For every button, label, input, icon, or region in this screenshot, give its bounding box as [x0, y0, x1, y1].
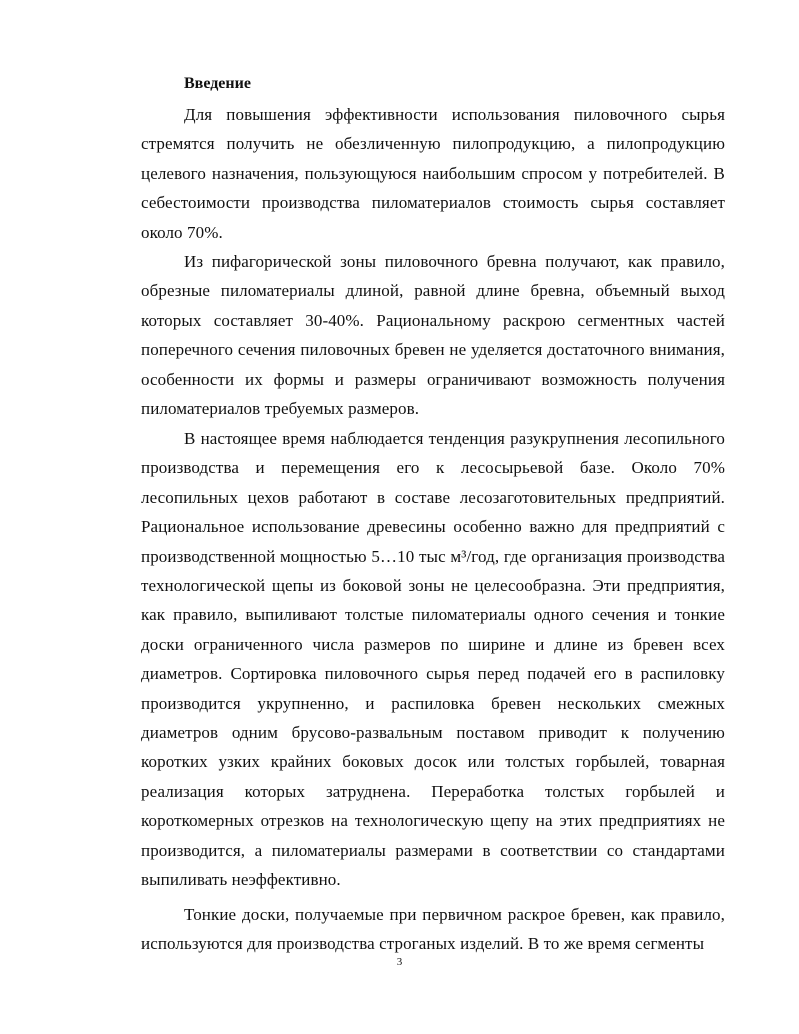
page-number: 3 [396, 956, 403, 968]
paragraph-2: Из пифагорической зоны пиловочного бревна получают, как правило, обрезные пиломатериалы длиной, равной длине бревна, объемный выход которых составляет 30-40%. Рациональному раскрою сегментных частей поперечного сечения пиловочных бревен не уделяется достаточного внимания, особенности их формы и размеры ограничивают возможность получения пиломатериалов требуемых размеров. [141, 252, 725, 419]
paragraph-4: Тонкие доски, получаемые при первичном раскрое бревен, как правило, используются для производства строганых изделий. В то же время сегменты [141, 905, 725, 954]
section-heading: Введение [184, 75, 251, 92]
paragraph-3: В настоящее время наблюдается тенденция разукрупнения лесопильного производства и перемещения его к лесосырьевой базе. Около 70% лесопильных цехов работают в составе лесозаготовительных предприятий. Рациональное использование древесины особенно важно для предприятий с производственной мощностью 5…10 тыс м³/год, где организация производства технологической щепы из боковой зоны не целесообразна. Эти предприятия, как правило, выпиливают толстые пиломатериалы одного сечения и тонкие доски ограниченного числа размеров по ширине и длине из бревен всех диаметров. Сортировка пиловочного сырья перед подачей его в распиловку производится укрупненно, и распиловка бревен нескольких смежных диаметров одним брусово-развальным поставом приводит к получению коротких узких крайних боковых досок или толстых горбылей, товарная реализация которых затруднена. Переработка толстых горбылей и короткомерных отрезков на технологическую щепу на этих предприятиях не производится, а пиломатериалы размерами в соответствии со стандартами выпиливать неэффективно. [141, 429, 725, 890]
paragraph-1: Для повышения эффективности использования пиловочного сырья стремятся получить не обезличенную пилопродукцию, а пилопродукцию целевого назначения, пользующуюся наибольшим спросом у потребителей. В себестоимости производства пиломатериалов стоимость сырья составляет около 70%. [141, 105, 725, 242]
